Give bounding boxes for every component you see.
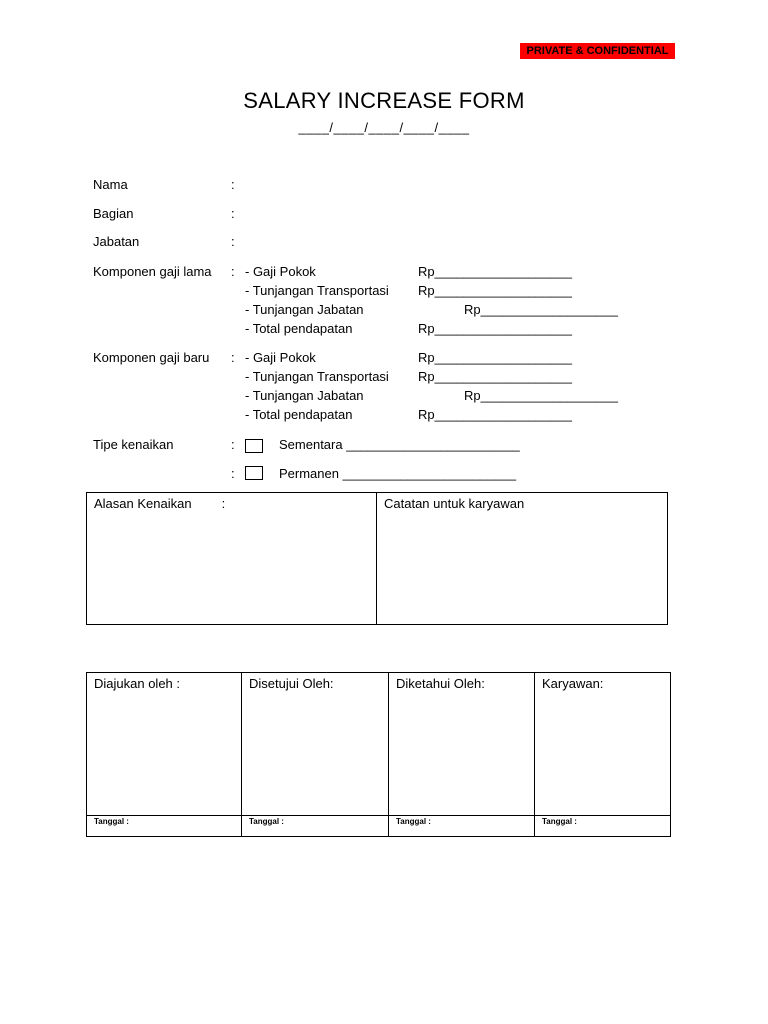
employee-date-label: Tanggal : <box>542 817 577 826</box>
old-transport-allowance-label: - Tunjangan Transportasi <box>245 283 389 298</box>
approved-date-cell[interactable] <box>242 815 389 836</box>
submitted-date-label: Tanggal : <box>94 817 129 826</box>
reason-label: Alasan Kenaikan <box>94 496 192 511</box>
acknowledged-by-label: Diketahui Oleh: <box>396 676 485 691</box>
employee-date-cell[interactable] <box>535 815 670 836</box>
approved-by-label: Disetujui Oleh: <box>249 676 334 691</box>
date-line: ____/____/____/____/____ <box>298 120 470 135</box>
old-total-income-amount: Rp___________________ <box>418 321 572 336</box>
nama-label: Nama <box>93 177 128 192</box>
old-basic-salary-amount: Rp___________________ <box>418 264 572 279</box>
new-transport-allowance-amount: Rp___________________ <box>418 369 572 384</box>
new-position-allowance-amount: Rp___________________ <box>464 388 618 403</box>
permanent-option-label: Permanen ________________________ <box>279 466 517 481</box>
reason-notes-box <box>86 492 668 625</box>
permanent-colon: : <box>231 466 235 481</box>
jabatan-colon: : <box>231 234 235 249</box>
new-basic-salary-amount: Rp___________________ <box>418 350 572 365</box>
acknowledged-date-label: Tanggal : <box>396 817 431 826</box>
employee-notes-cell[interactable] <box>377 493 667 624</box>
nama-colon: : <box>231 177 235 192</box>
approved-date-label: Tanggal : <box>249 817 284 826</box>
old-salary-colon: : <box>231 264 235 279</box>
bagian-colon: : <box>231 206 235 221</box>
jabatan-label: Jabatan <box>93 234 140 249</box>
temporary-checkbox[interactable] <box>245 439 263 453</box>
approved-by-cell[interactable] <box>242 673 389 815</box>
old-salary-label: Komponen gaji lama <box>93 264 212 279</box>
new-total-income-label: - Total pendapatan <box>245 407 353 422</box>
new-position-allowance-label: - Tunjangan Jabatan <box>245 388 364 403</box>
employee-label: Karyawan: <box>542 676 604 691</box>
old-transport-allowance-amount: Rp___________________ <box>418 283 572 298</box>
permanent-checkbox[interactable] <box>245 466 263 480</box>
old-position-allowance-label: - Tunjangan Jabatan <box>245 302 364 317</box>
temporary-option-label: Sementara ________________________ <box>279 437 520 452</box>
reason-colon: : <box>221 496 226 511</box>
employee-notes-label: Catatan untuk karyawan <box>384 496 525 511</box>
new-total-income-amount: Rp___________________ <box>418 407 572 422</box>
acknowledged-date-cell[interactable] <box>389 815 535 836</box>
confidential-badge: PRIVATE & CONFIDENTIAL <box>520 43 675 59</box>
signature-table <box>86 672 671 837</box>
new-transport-allowance-label: - Tunjangan Transportasi <box>245 369 389 384</box>
employee-cell[interactable] <box>535 673 670 815</box>
acknowledged-by-cell[interactable] <box>389 673 535 815</box>
increase-type-colon: : <box>231 437 235 452</box>
submitted-by-cell[interactable] <box>87 673 242 815</box>
old-position-allowance-amount: Rp___________________ <box>464 302 618 317</box>
form-title: SALARY INCREASE FORM <box>243 88 525 113</box>
submitted-by-label: Diajukan oleh : <box>94 676 180 691</box>
old-basic-salary-label: - Gaji Pokok <box>245 264 316 279</box>
new-salary-label: Komponen gaji baru <box>93 350 210 365</box>
bagian-label: Bagian <box>93 206 134 221</box>
old-total-income-label: - Total pendapatan <box>245 321 353 336</box>
increase-type-label: Tipe kenaikan <box>93 437 174 452</box>
reason-cell[interactable] <box>87 493 377 624</box>
new-basic-salary-label: - Gaji Pokok <box>245 350 316 365</box>
submitted-date-cell[interactable] <box>87 815 242 836</box>
new-salary-colon: : <box>231 350 235 365</box>
